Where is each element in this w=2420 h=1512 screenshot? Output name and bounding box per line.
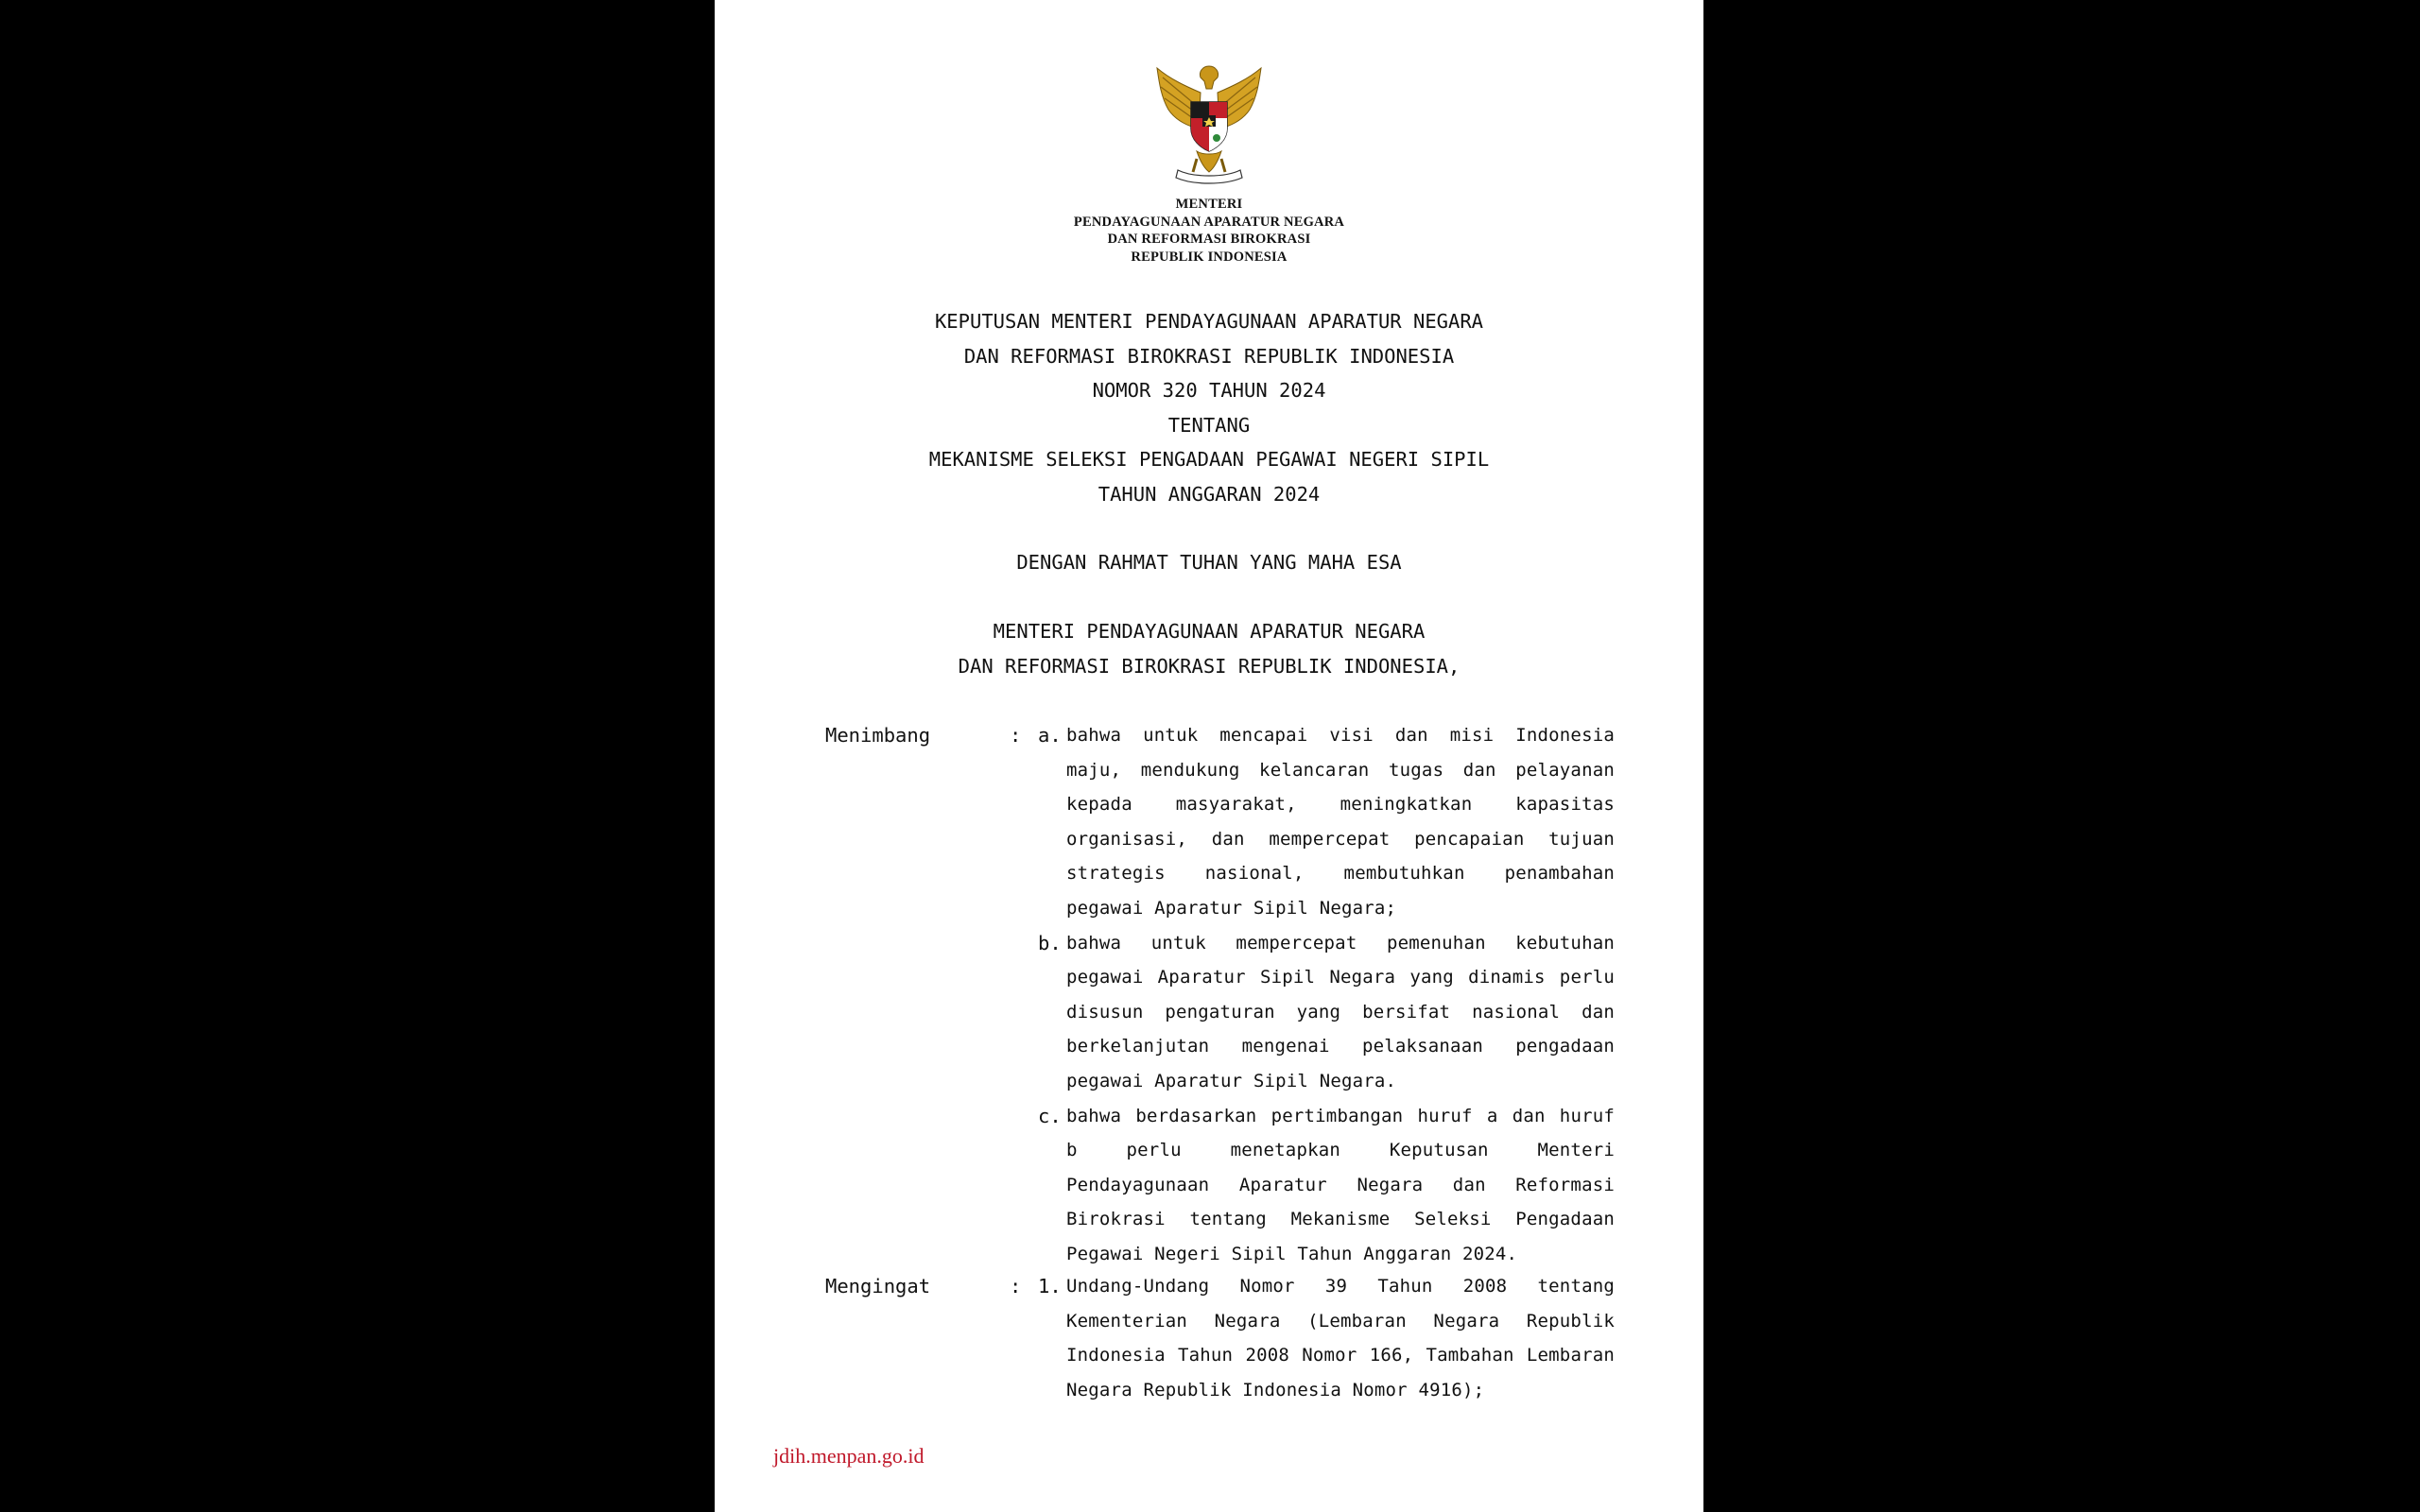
- menimbang-section: [825, 718, 1638, 1272]
- mengingat-label: Mengingat: [825, 1275, 931, 1297]
- item-text: bahwa untuk mencapai visi dan misi Indonesia maju, mendukung kelancaran tugas dan pelayanan kepada masyarakat, meningkatkan kapasitas organisasi, dan mempercepat pencapaian tujuan strategis nasional, membutuhkan penambahan pegawai Aparatur Sipil Negara;: [1066, 725, 1615, 919]
- decree-about: TENTANG: [1167, 413, 1251, 437]
- jdih-website-link[interactable]: jdih.menpan.go.id: [773, 1444, 925, 1468]
- minister-heading-line-1: MENTERI PENDAYAGUNAAN APARATUR NEGARA: [993, 620, 1426, 643]
- item-marker: 1.: [1038, 1275, 1062, 1297]
- item-marker: b.: [1038, 931, 1062, 954]
- ministry-header-line-3: DAN REFORMASI BIROKRASI: [1107, 232, 1311, 247]
- item-marker: c.: [1038, 1104, 1062, 1127]
- mengingat-item-1: [825, 1269, 1638, 1407]
- ministry-header-line-1: MENTERI: [1175, 197, 1243, 212]
- garuda-emblem-icon: [1150, 60, 1269, 191]
- mengingat-colon: :: [1010, 1275, 1022, 1297]
- menimbang-item-c: [825, 1099, 1638, 1272]
- decree-title-line-2: DAN REFORMASI BIROKRASI REPUBLIK INDONESIA: [963, 344, 1455, 368]
- document-page: [715, 0, 1703, 1512]
- ministry-header-line-4: REPUBLIK INDONESIA: [1131, 249, 1288, 265]
- item-text: bahwa untuk mempercepat pemenuhan kebutuhan pegawai Aparatur Sipil Negara yang dinamis perlu disusun pengaturan yang bersifat nasional dan berkelanjutan mengenai pelaksanaan pengadaan pegawai Aparatur Sipil Negara.: [1066, 932, 1615, 1091]
- item-text: bahwa berdasarkan pertimbangan huruf a dan huruf b perlu menetapkan Keputusan Menteri Pendayagunaan Aparatur Negara dan Reformasi Birokrasi tentang Mekanisme Seleksi Pengadaan Pegawai Negeri Sipil Tahun Anggaran 2024.: [1066, 1105, 1615, 1264]
- minister-heading: [715, 614, 1703, 683]
- menimbang-colon: :: [1010, 724, 1022, 747]
- item-text: Undang-Undang Nomor 39 Tahun 2008 tentang Kementerian Negara (Lembaran Negara Republik Indonesia Tahun 2008 Nomor 166, Tambahan Lembaran Negara Republik Indonesia Nomor 4916);: [1066, 1276, 1615, 1400]
- item-marker: a.: [1038, 724, 1062, 747]
- decree-title: [715, 304, 1703, 512]
- minister-heading-line-2: DAN REFORMASI BIROKRASI REPUBLIK INDONESIA,: [958, 654, 1461, 678]
- menimbang-label: Menimbang: [825, 724, 931, 747]
- ministry-header-line-2: PENDAYAGUNAAN APARATUR NEGARA: [1073, 214, 1345, 230]
- decree-subject-line-1: MEKANISME SELEKSI PENGADAAN PEGAWAI NEGERI SIPIL: [928, 448, 1490, 472]
- menimbang-item-b: [825, 926, 1638, 1099]
- decree-subject-line-2: TAHUN ANGGARAN 2024: [1098, 482, 1321, 506]
- blessing-line: DENGAN RAHMAT TUHAN YANG MAHA ESA: [1016, 551, 1402, 574]
- mengingat-section: [825, 1269, 1638, 1407]
- decree-title-line-1: KEPUTUSAN MENTERI PENDAYAGUNAAN APARATUR NEGARA: [934, 310, 1484, 333]
- menimbang-item-a: [825, 718, 1638, 926]
- ministry-header: [715, 196, 1703, 266]
- decree-number: NOMOR 320 TAHUN 2024: [1092, 379, 1326, 403]
